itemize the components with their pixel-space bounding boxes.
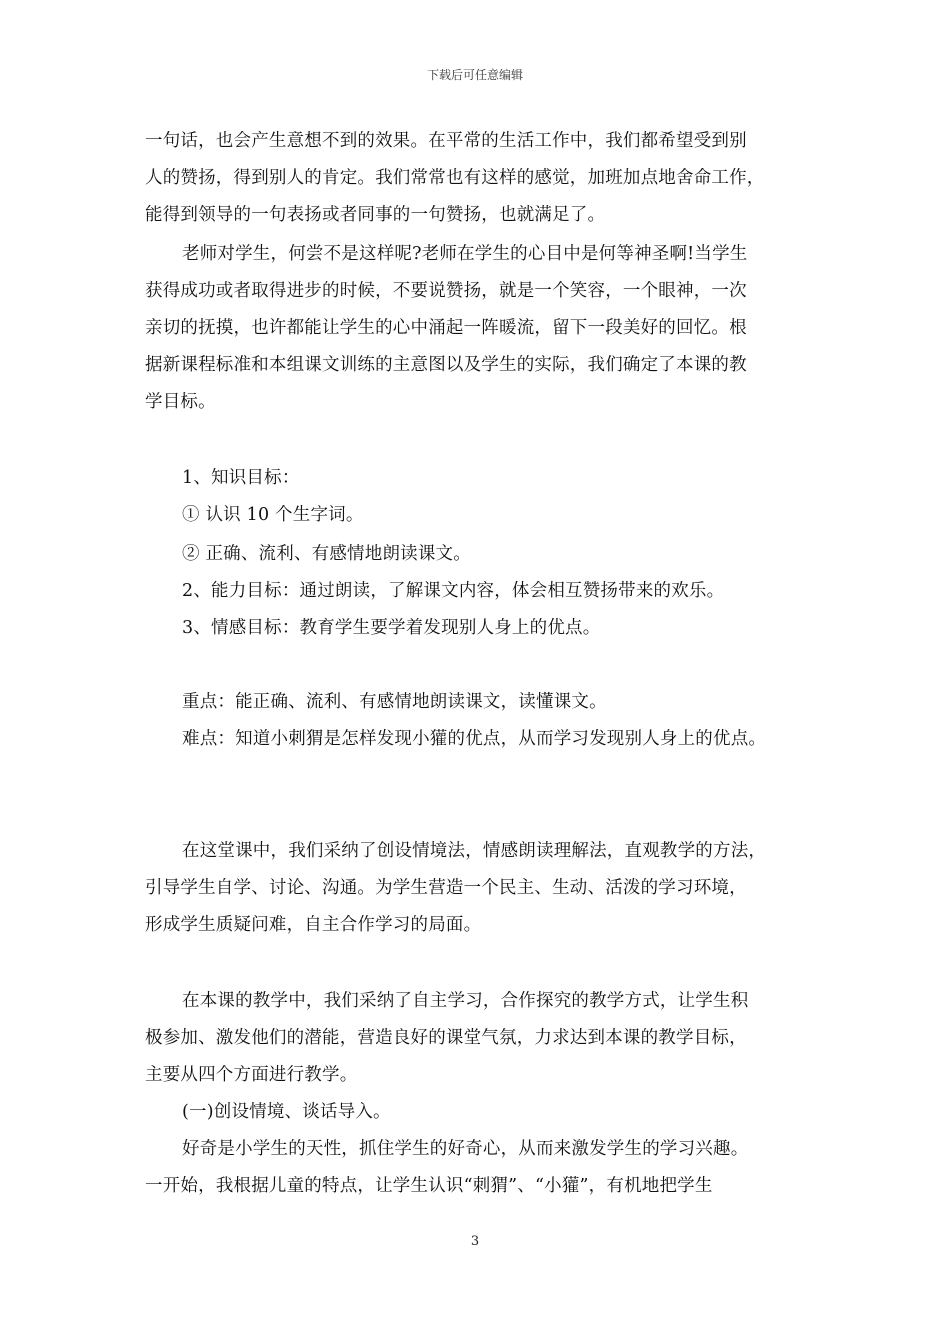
goal-item: ① 认识 10 个生字词。 (182, 505, 364, 525)
page-header: 下载后可任意编辑 (426, 68, 523, 82)
paragraph-line: 亲切的抚摸，也许都能让学生的心中涌起一阵暖流，留下一段美好的回忆。根 (145, 318, 747, 338)
paragraph-line: 极参加、激发他们的潜能，营造良好的课堂气氛，力求达到本课的教学目标， (145, 1028, 747, 1048)
key-point: 重点：能正确、流利、有感情地朗读课文，读懂课文。 (182, 692, 607, 712)
paragraph-line: 在这堂课中，我们采纳了创设情境法，情感朗读理解法，直观教学的方法， (182, 841, 767, 861)
paragraph-line: 老师对学生，何尝不是这样呢?老师在学生的心目中是何等神圣啊!当学生 (182, 244, 748, 264)
paragraph-line: 据新课程标准和本组课文训练的主意图以及学生的实际，我们确定了本课的教 (145, 355, 747, 375)
paragraph-line: 人的赞扬，得到别人的肯定。我们常常也有这样的感觉，加班加点地舍命工作， (145, 168, 765, 188)
section-heading: (一)创设情境、谈话导入。 (182, 1102, 391, 1122)
paragraph-line: 能得到领导的一句表扬或者同事的一句赞扬，也就满足了。 (145, 205, 606, 225)
difficult-point: 难点：知道小刺猬是怎样发现小獾的优点，从而学习发现别人身上的优点。 (182, 729, 767, 749)
paragraph-line: 获得成功或者取得进步的时候，不要说赞扬，就是一个笑容，一个眼神，一次 (145, 281, 747, 301)
page-number: 3 (470, 1234, 480, 1249)
paragraph-line: 学目标。 (145, 392, 216, 412)
paragraph-line: 好奇是小学生的天性，抓住学生的好奇心，从而来激发学生的学习兴趣。 (182, 1139, 749, 1159)
paragraph-line: 引导学生自学、讨论、沟通。为学生营造一个民主、生动、活泼的学习环境， (145, 878, 747, 898)
goal-heading: 1、知识目标： (182, 468, 300, 488)
paragraph-line: 主要从四个方面进行教学。 (145, 1065, 358, 1085)
paragraph-line: 一开始，我根据儿童的特点，让学生认识“刺猬”、“小獾”，有机地把学生 (145, 1176, 713, 1196)
goal-item: ② 正确、流利、有感情地朗读课文。 (182, 544, 471, 564)
paragraph-line: 一句话，也会产生意想不到的效果。在平常的生活工作中，我们都希望受到别 (145, 131, 747, 151)
paragraph-line: 形成学生质疑问难，自主合作学习的局面。 (145, 915, 482, 935)
paragraph-line: 在本课的教学中，我们采纳了自主学习，合作探究的教学方式，让学生积 (182, 991, 749, 1011)
goal-item: 2、能力目标：通过朗读，了解课文内容，体会相互赞扬带来的欢乐。 (182, 581, 725, 601)
goal-item: 3、情感目标：教育学生要学着发现别人身上的优点。 (182, 618, 601, 638)
